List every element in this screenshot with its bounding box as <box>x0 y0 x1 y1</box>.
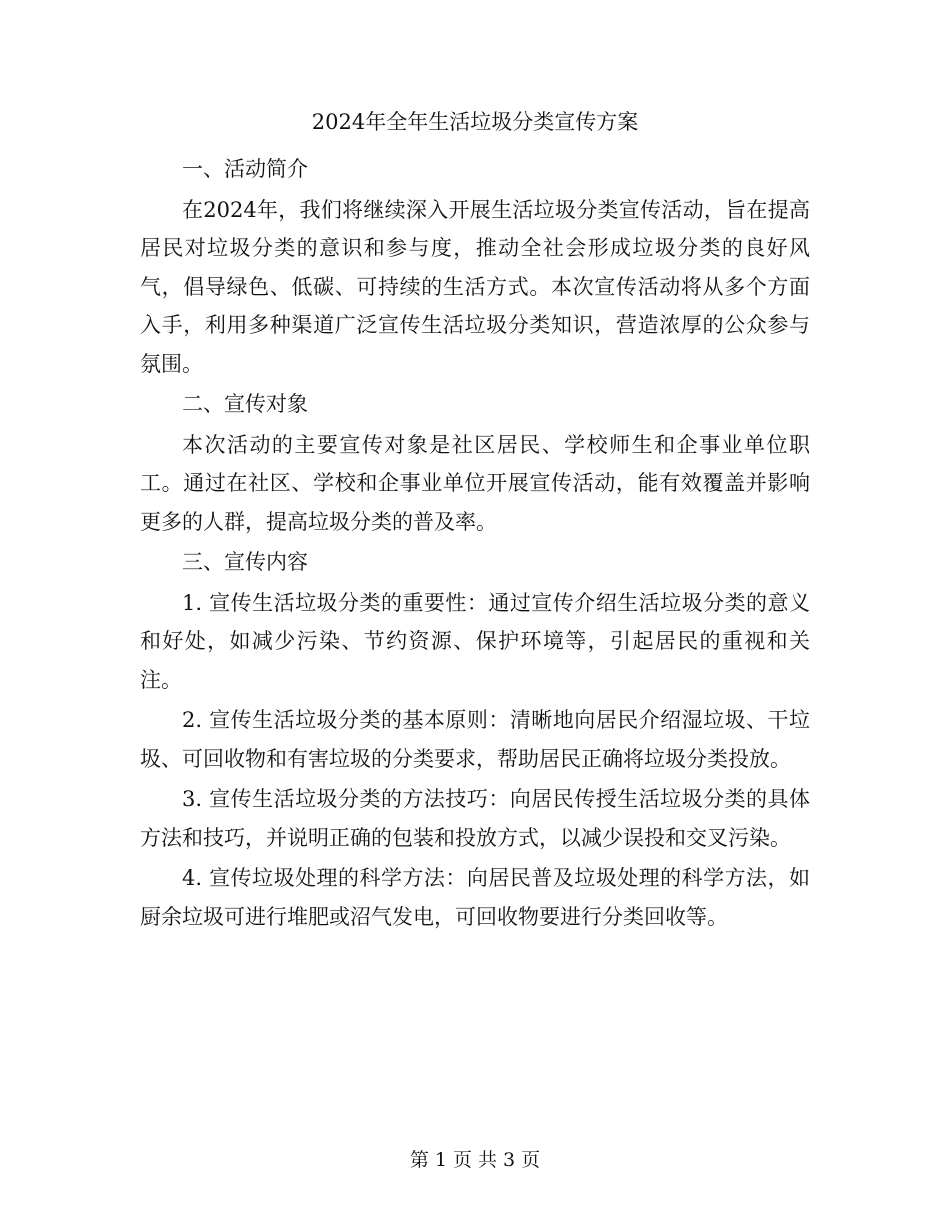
list-item: 1. 宣传生活垃圾分类的重要性：通过宣传介绍生活垃圾分类的意义和好处，如减少污染、节约资源、保护环境等，引起居民的重视和关注。 <box>140 590 810 692</box>
section-heading: 一、活动简介 <box>182 157 308 181</box>
section-paragraph: 在2024年，我们将继续深入开展生活垃圾分类宣传活动，旨在提高居民对垃圾分类的意识和参与度，推动全社会形成垃圾分类的良好风气，倡导绿色、低碳、可持续的生活方式。本次宣传活动将从多个方面入手，利用多种渠道广泛宣传生活垃圾分类知识，营造浓厚的公众参与氛围。 <box>140 197 810 376</box>
list-item: 3. 宣传生活垃圾分类的方法技巧：向居民传授生活垃圾分类的具体方法和技巧，并说明正确的包装和投放方式，以减少误投和交叉污染。 <box>140 787 810 850</box>
section-heading: 二、宣传对象 <box>182 392 308 416</box>
document-body <box>140 150 810 938</box>
document-title: 2024年全年生活垃圾分类宣传方案 <box>311 110 639 134</box>
section-target-audience <box>140 385 810 541</box>
section-heading: 三、宣传内容 <box>182 550 308 574</box>
section-content <box>140 543 810 936</box>
page-number-footer: 第 1 页 共 3 页 <box>409 1149 541 1171</box>
section-paragraph: 本次活动的主要宣传对象是社区居民、学校师生和企事业单位职工。通过在社区、学校和企事业单位开展宣传活动，能有效覆盖并影响更多的人群，提高垃圾分类的普及率。 <box>140 432 810 534</box>
section-activity-intro <box>140 150 810 383</box>
list-item: 4. 宣传垃圾处理的科学方法：向居民普及垃圾处理的科学方法，如厨余垃圾可进行堆肥或沼气发电，可回收物要进行分类回收等。 <box>140 866 810 929</box>
list-item: 2. 宣传生活垃圾分类的基本原则：清晰地向居民介绍湿垃圾、干垃圾、可回收物和有害垃圾的分类要求，帮助居民正确将垃圾分类投放。 <box>140 708 810 771</box>
